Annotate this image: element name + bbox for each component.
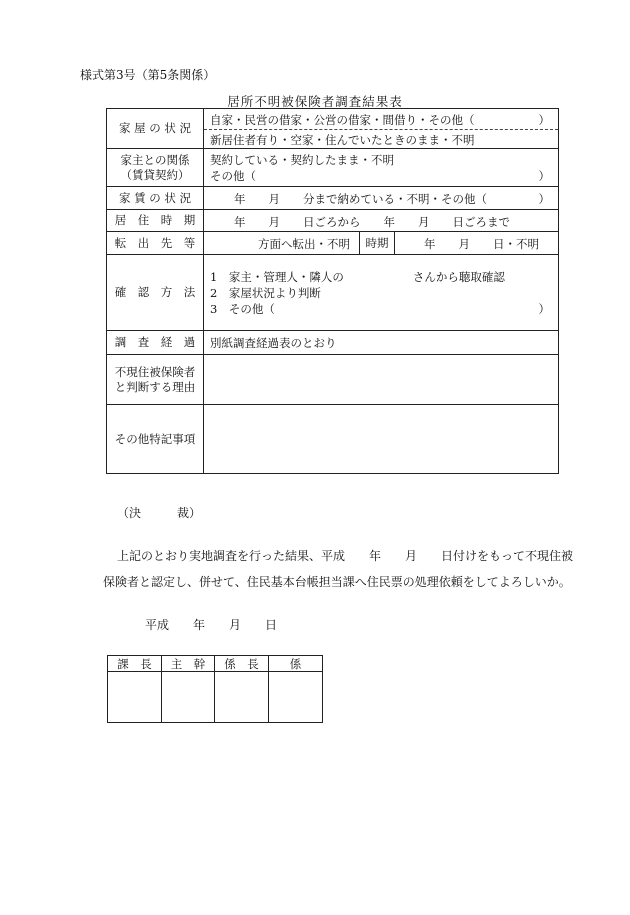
decision-label: （決 裁） [117, 506, 202, 520]
row-other-notes [107, 405, 558, 473]
decision-text-line-2: 保険者と認定し、併せて、住民基本台帳担当課へ住民票の処理依頼をしてよろしいか。 [103, 575, 571, 589]
label-landlord-relation: 家主との関係 （賃貸契約） [107, 149, 204, 186]
dashed-divider [204, 129, 558, 130]
house-status-options-1: 自家・民営の借家・公営の借家・間借り・その他（ [210, 113, 475, 127]
stamp-cell-subsection-chief[interactable] [215, 672, 269, 722]
label-house-status: 家 屋 の 状 況 [107, 109, 204, 148]
stamp-cell-staff[interactable] [269, 672, 322, 722]
value-rent-status: 年 月 分まで納めている・不明・その他（ ） [234, 192, 550, 206]
house-status-options-2: 新居住者有り・空家・住んでいたときのまま・不明 [210, 133, 475, 147]
value-other-notes[interactable] [204, 405, 558, 473]
stamp-header-staff: 係 [269, 656, 322, 672]
label-judgement-reason: 不現住被保険者 と判断する理由 [107, 355, 204, 404]
row-judgement-reason [107, 355, 558, 405]
moved-time-label: 時期 [359, 232, 395, 254]
label-moved-to: 転 出 先 等 [107, 232, 204, 254]
decision-date: 平成 年 月 日 [145, 618, 278, 632]
row-landlord-relation [107, 149, 558, 187]
form-number: 様式第3号（第5条関係） [80, 68, 216, 82]
label-other-notes: その他特記事項 [107, 405, 204, 473]
approval-stamp-table [107, 655, 323, 723]
stamp-header-section-chief: 課 長 [108, 656, 162, 672]
stamp-header-director: 主 幹 [162, 656, 215, 672]
value-confirm-method: 1 家主・管理人・隣人の さんから聴取確認 2 家屋状況より判断 3 その他（ ） [210, 270, 550, 316]
contract-options: 契約している・契約したまま・不明 [210, 153, 394, 167]
value-moved-to: 方面へ転出・不明 時期 年 月 日・不明 [204, 232, 558, 254]
value-house-status: 自家・民営の借家・公営の借家・間借り・その他（ ） 新居住者有り・空家・住んでいたときのまま・不明 [204, 109, 558, 148]
document-title: 居所不明被保険者調査結果表 [227, 94, 403, 109]
value-residence-period: 年 月 日ごろから 年 月 日ごろまで [234, 215, 510, 229]
survey-result-table [106, 108, 559, 474]
label-residence-period: 居 住 時 期 [107, 210, 204, 231]
label-survey-process: 調 査 経 過 [107, 331, 204, 354]
decision-text-line-1: 上記のとおり実地調査を行った結果、平成 年 月 日付けをもって不現住被 [117, 549, 574, 563]
contract-other: その他（ [210, 169, 256, 183]
row-survey-process [107, 331, 558, 355]
row-moved-to [107, 232, 558, 255]
row-rent-status [107, 187, 558, 210]
value-survey-process: 別紙調査経過表のとおり [210, 336, 337, 350]
stamp-cell-director[interactable] [162, 672, 215, 722]
moved-time-value: 年 月 日・不明 [424, 237, 539, 251]
label-confirm-method: 確 認 方 法 [107, 255, 204, 330]
stamp-cell-section-chief[interactable] [108, 672, 162, 722]
row-house-status [107, 109, 558, 149]
row-residence-period [107, 210, 558, 232]
row-confirm-method [107, 255, 558, 331]
stamp-header-subsection-chief: 係 長 [215, 656, 269, 672]
value-judgement-reason[interactable] [204, 355, 558, 404]
value-landlord-relation: 契約している・契約したまま・不明 その他（ ） [210, 153, 550, 183]
label-rent-status: 家 賃 の 状 況 [107, 187, 204, 209]
